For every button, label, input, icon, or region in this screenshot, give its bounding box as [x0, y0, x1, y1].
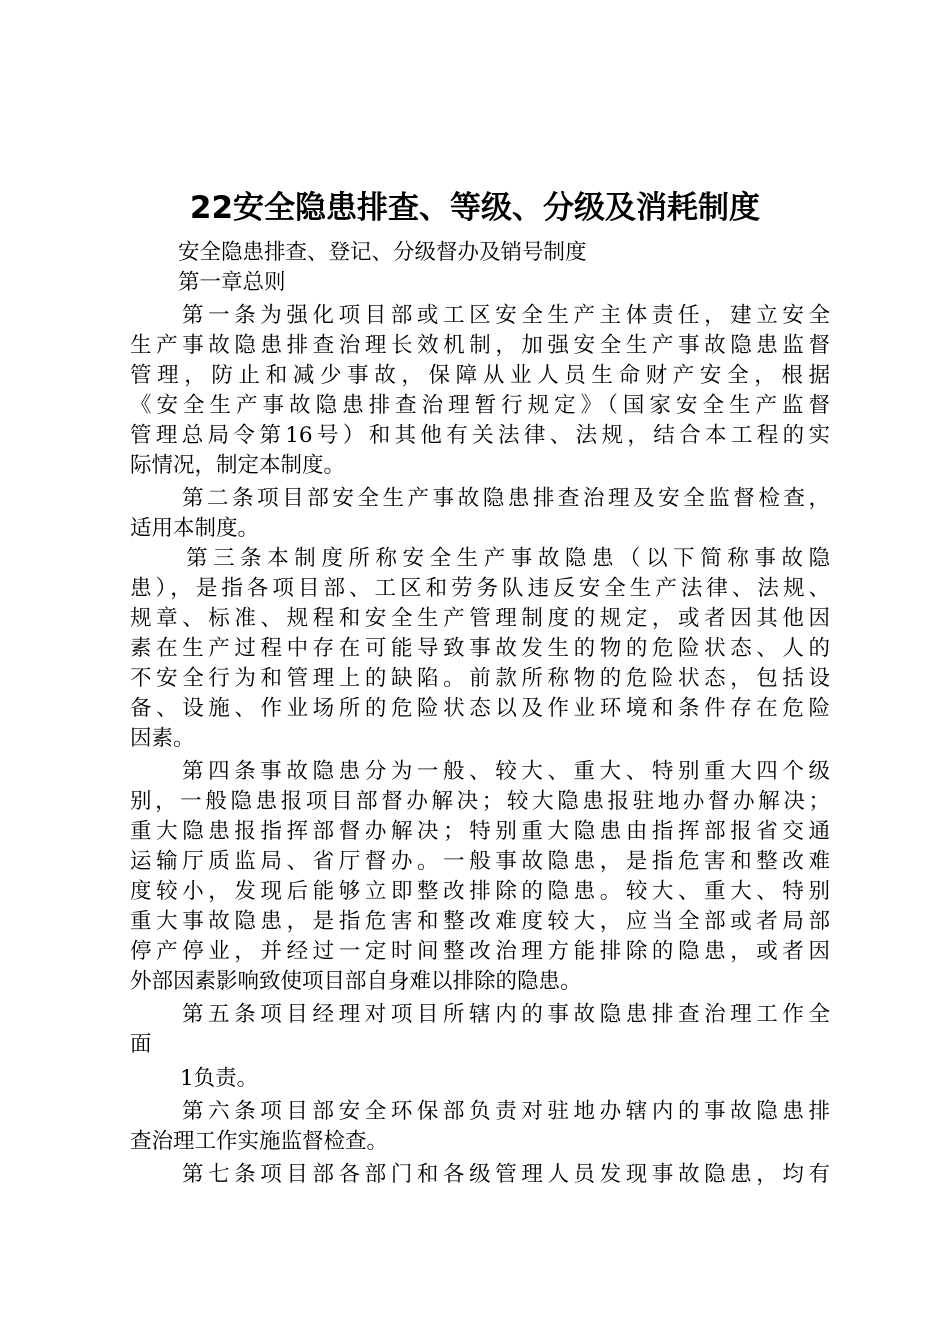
text-line: 查治理工作实施监督检查。: [130, 1129, 389, 1154]
text-line: 别，一般隐患报项目部督办解决；较大隐患报驻地办督办解决；: [130, 789, 830, 814]
text-line: 患），是指各项目部、工区和劳务队违反安全生产法律、法规、: [130, 576, 830, 601]
text-line: 第二条项目部安全生产事故隐患排查治理及安全监督检查，: [182, 486, 830, 511]
text-line: 度较小，发现后能够立即整改排除的隐患。较大、重大、特别: [130, 879, 830, 904]
text-line: 《安全生产事故隐患排查治理暂行规定》（国家安全生产监督: [130, 393, 830, 418]
chapter-heading: 第一章总则: [178, 270, 286, 295]
text-line: 备、设施、作业场所的危险状态以及作业环境和条件存在危险: [130, 696, 830, 721]
text-line: 重大隐患报指挥部督办解决；特别重大隐患由指挥部报省交通: [130, 819, 830, 844]
text-line: 因素。: [130, 726, 195, 751]
text-line: 管理，防止和减少事故，保障从业人员生命财产安全，根据: [130, 363, 830, 388]
text-line: 第三条本制度所称安全生产事故隐患（以下简称事故隐: [186, 546, 830, 571]
text-line: 际情况，制定本制度。: [130, 453, 346, 478]
text-line: 第七条项目部各部门和各级管理人员发现事故隐患，均有: [182, 1162, 830, 1187]
text-line: 第四条事故隐患分为一般、较大、重大、特别重大四个级: [182, 759, 830, 784]
text-line: 第一条为强化项目部或工区安全生产主体责任，建立安全: [182, 303, 830, 328]
text-line: 第六条项目部安全环保部负责对驻地办辖内的事故隐患排: [182, 1099, 830, 1124]
text-line: 面: [130, 1032, 152, 1057]
subtitle-line: 安全隐患排查、登记、分级督办及销号制度: [178, 240, 587, 265]
text-line: 1负责。: [180, 1066, 259, 1091]
text-line: 生产事故隐患排查治理长效机制，加强安全生产事故隐患监督: [130, 333, 830, 358]
text-line: 第五条项目经理对项目所辖内的事故隐患排查治理工作全: [182, 1002, 830, 1027]
text-line: 管理总局令第16号）和其他有关法律、法规，结合本工程的实: [130, 423, 830, 448]
document-title: 22安全隐患排查、等级、分级及消耗制度: [189, 190, 761, 226]
text-line: 不安全行为和管理上的缺陷。前款所称物的危险状态，包括设: [130, 666, 830, 691]
text-line: 重大事故隐患，是指危害和整改难度较大，应当全部或者局部: [130, 909, 830, 934]
text-line: 适用本制度。: [130, 516, 260, 541]
text-line: 停产停业，并经过一定时间整改治理方能排除的隐患，或者因: [130, 939, 830, 964]
text-line: 运输厅质监局、省厅督办。一般事故隐患，是指危害和整改难: [130, 849, 830, 874]
text-line: 规章、标准、规程和安全生产管理制度的规定，或者因其他因: [130, 606, 830, 631]
text-line: 素在生产过程中存在可能导致事故发生的物的危险状态、人的: [130, 636, 830, 661]
text-line: 外部因素影响致使项目部自身难以排除的隐患。: [130, 969, 582, 994]
